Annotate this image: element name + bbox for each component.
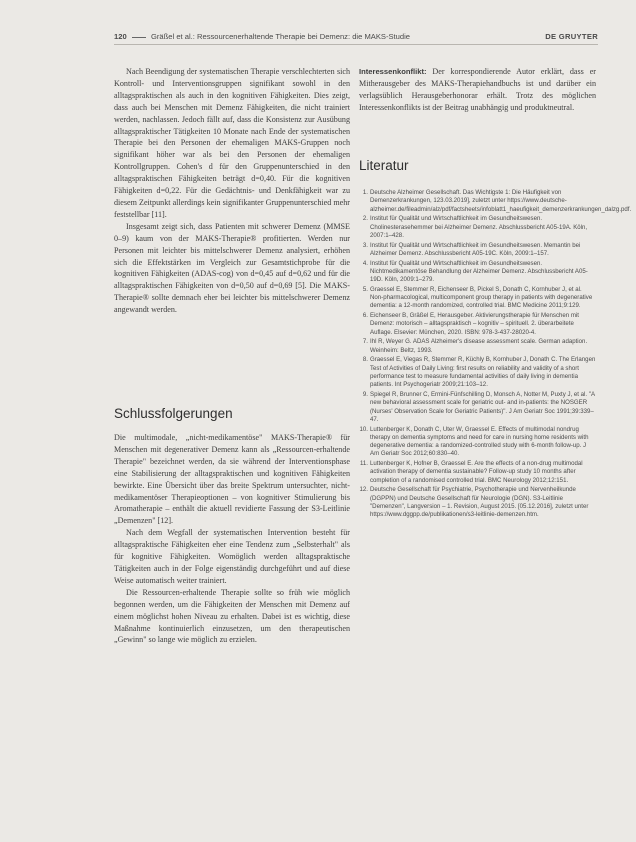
coi-label: Interessenkonflikt: [359, 67, 427, 76]
body-paragraph: Nach dem Wegfall der systematischen Intervention besteht für alltagspraktische Fähigkeiten eher eine Tendenz zum „Selbsterhalt" als für kognitive Fähigkeiten. Womöglich werden alltagspraktische Tätigkeiten auch in der Folge eigenständig durchgeführt und auf diese Weise automatisch weiter trainiert. [114, 528, 350, 585]
reference-item [359, 286, 596, 311]
reference-number: 3. [362, 241, 368, 249]
reference-text: Spiegel R, Brunner C, Ermini-Fünfschilling D, Monsch A, Notter M, Puxty J, et al. "A new behavioral assessment scale for geriatric out- and in-patients: the NOSGER (Nurses' Observation Scale for Geriatric Patients)". J Am Geriatr Soc 1991;39:339–47. [370, 390, 595, 423]
reference-number: 8. [362, 356, 368, 364]
reference-number: 5. [362, 285, 368, 293]
reference-text: Graessel E, Viegas R, Stemmer R, Küchly B, Kornhuber J, Donath C. The Erlangen Test of Activities of Daily Living: first results on reliability and validity of a short performance test to measure fundamental activities of daily living in dementia patients. Int Psychogeriatr 2009;21:103–12. [370, 356, 596, 389]
running-header [114, 30, 598, 45]
header-rule [132, 37, 146, 38]
reference-number: 4. [362, 259, 368, 267]
running-title: Gräßel et al.: Ressourcenerhaltende Therapie bei Demenz: die MAKS-Studie [151, 32, 411, 41]
reference-item [359, 215, 596, 240]
reference-item [359, 242, 596, 259]
reference-text: Luttenberger K, Donath C, Uter W, Graessel E. Effects of multimodal nondrug therapy on dementia symptoms and need for care in nursing home residents with degenerative dementia: a randomized-controlled study with 6-month follow-up. J Am Geriatr Soc 2012;60:830–40. [370, 425, 589, 458]
reference-number: 7. [362, 338, 368, 346]
reference-text: Institut für Qualität und Wirtschaftlichkeit im Gesundheitswesen. Nichtmedikamentöse Behandlung der Alzheimer Demenz. Abschlussbericht A05-19D. Köln, 2009:1–279. [370, 259, 588, 284]
reference-item [359, 260, 596, 285]
reference-item [359, 356, 596, 389]
body-paragraph: Die Ressourcen-erhaltende Therapie sollte so früh wie möglich begonnen werden, um die Fähigkeiten der Menschen mit Demenz auf einem möglichst hohen Niveau zu erhalten. Dabei ist es wichtig, diese Maßnahme kontinuierlich einzusetzen, um den therapeutischen „Gewinn" so lange wie möglich zu erzielen. [114, 587, 350, 645]
right-column [359, 66, 596, 114]
reference-text: Deutsche Gesellschaft für Psychiatrie, Psychotherapie und Nervenheilkunde (DGPPN) und Deutsche Gesellschaft für Neurologie (DGN). S3-Leitlinie "Demenzen", Langversion – 1. Revision, August 2015. [05.12.2016], zuletzt unter https://www.dggpp.de/publikationen/s3-leitlinie-demenzen.htm. [370, 486, 589, 519]
body-paragraph: Die multimodale, „nicht-medikamentöse" MAKS-Therapie® für Menschen mit degenerativer Demenz kann als „Ressourcen-erhaltende Therapie" bezeichnet werden, da sie während der Interventionsphase eine Stabilisierung der alltagspraktischen und kognitiven Fähigkeiten bewirkte. Eine Übersicht über das breite Spektrum untersuchter, nicht-medikamentöser Therapieoptionen – von kognitiver Stimulierung bis Aromatherapie – enthält die aktuell revidierte Fassung der S3-Leitlinie „Demenzen" [12]. [114, 433, 350, 526]
conflict-of-interest [359, 66, 596, 114]
conclusions-section [114, 432, 350, 646]
reference-item [359, 391, 596, 424]
reference-number: 2. [362, 215, 368, 223]
reference-number: 10. [359, 425, 368, 433]
reference-item [359, 460, 596, 485]
section-heading-conclusions: Schlussfolgerungen [114, 406, 233, 421]
reference-item [359, 338, 596, 355]
reference-item [359, 426, 596, 459]
reference-item [359, 312, 596, 337]
reference-number: 11. [359, 460, 368, 468]
page-number: 120 [114, 32, 127, 41]
reference-item [359, 486, 596, 519]
reference-number: 1. [362, 189, 368, 196]
publisher-name: DE GRUYTER [545, 32, 598, 41]
reference-text: Graessel E, Stemmer R, Eichenseer B, Pickel S, Donath C, Kornhuber J, et al. Non-pharmacological, multicomponent group therapy in patients with degenerative dementia: a 12-month randomized, controlled trial. BMC Medicine 2011;9:129. [370, 285, 593, 310]
reference-text: Institut für Qualität und Wirtschaftlichkeit im Gesundheitswesen. Cholinesterasehemmer bei Alzheimer Demenz. Abschlussbericht A05-19A. Köln, 2007:1–428. [370, 215, 588, 239]
reference-number: 12. [359, 486, 368, 494]
reference-text: Luttenberger K, Hofner B, Graessel E. Are the effects of a non-drug multimodal activation therapy of dementia sustainable? Follow-up study 10 months after completion of a randomised controlled trial. BMC Neurology 2012;12:151. [370, 460, 583, 484]
reference-text: Deutsche Alzheimer Gesellschaft. Das Wichtigste 1: Die Häufigkeit von Demenzerkrankungen, 123.03.2019], zuletzt unter https://www.deutsche-alzheimer.de/fileadmin/alz/pdf/factsheets/infoblatt1_haeufigkeit_demenzerkrankungen_dalzg.pdf. [370, 189, 632, 213]
body-paragraph: Nach Beendigung der systematischen Therapie verschlechterten sich Kontroll- und Interventionsgruppen signifikant sowohl in den alltagspraktischen als auch in den kognitiven Fähigkeiten. Dies zeigt, dass auch bei Menschen mit Demenz Fähigkeiten, die nicht trainiert werden, nachlassen. Jedoch fällt auf, dass die Konsistenz zur Ausübung alltagspraktischer Tätigkeiten 10 Monate nach Ende der systematischen Therapie bei den Personen der ehemaligen MAKS-Gruppen noch signifikant höher war als bei den Personen der ehemaligen Kontrollgruppen. Cohen's d für den Gruppenunterschied in den alltagspraktischen Fähigkeiten beträgt d=0,40. Für die kognitiven Fähigkeiten d=0,22. Für die Gedächtnis- und Denkfähigkeit war zu diesem Zeitpunkt allerdings kein signifikanter Gruppenunterschied mehr feststellbar [11]. [114, 67, 350, 219]
coi-text: Der korrespondierende Autor erklärt, dass er Mitherausgeber des MAKS-Therapiehandbuchs ist und darüber ein verlagsüblich Herausgeberhonorar erhält. Trotz des möglichen Interessenkonflikts ist der Beitrag unabhängig und produktneutral. [359, 67, 596, 112]
section-heading-references: Literatur [359, 158, 409, 173]
reference-text: Eichenseer B, Gräßel E, Herausgeber. Aktivierungstherapie für Menschen mit Demenz: motorisch – alltagspraktisch – kognitiv – spirituell. 2. überarbeitete Auflage. Elsevier: München, 2020. ISBN: 978-3-437-28020-4. [370, 312, 579, 336]
left-column [114, 66, 350, 316]
body-paragraph: Insgesamt zeigt sich, dass Patienten mit schwerer Demenz (MMSE 0–9) kaum von der MAKS-Therapie® profitierten. Werden nur Personen mit leichter bis mittelschwerer Demenz analysiert, erhöhen sich die Effektstärken im Vergleich zur Gesamtstichprobe für die kognitiven Fähigkeiten (ADAS-cog) von d=0,45 auf d=0,62 und für die alltagspraktischen Fähigkeiten von d=0,50 auf d=0,69 [5]. Die MAKS-Therapie® sollte demnach eher bei leichter bis mittelschwerer Demenz angewandt werden. [114, 221, 350, 315]
reference-text: Institut für Qualität und Wirtschaftlichkeit im Gesundheitswesen. Memantin bei Alzheimer Demenz. Abschlussbericht A05-19C. Köln, 2009:1–157. [370, 241, 581, 257]
reference-number: 6. [362, 312, 368, 320]
reference-number: 9. [362, 390, 368, 398]
reference-list [359, 189, 632, 521]
reference-item [359, 189, 632, 214]
reference-text: Ihl R, Weyer G. ADAS Alzheimer's disease assessment scale. German adaption. Weinheim: Beltz, 1993. [370, 338, 588, 354]
